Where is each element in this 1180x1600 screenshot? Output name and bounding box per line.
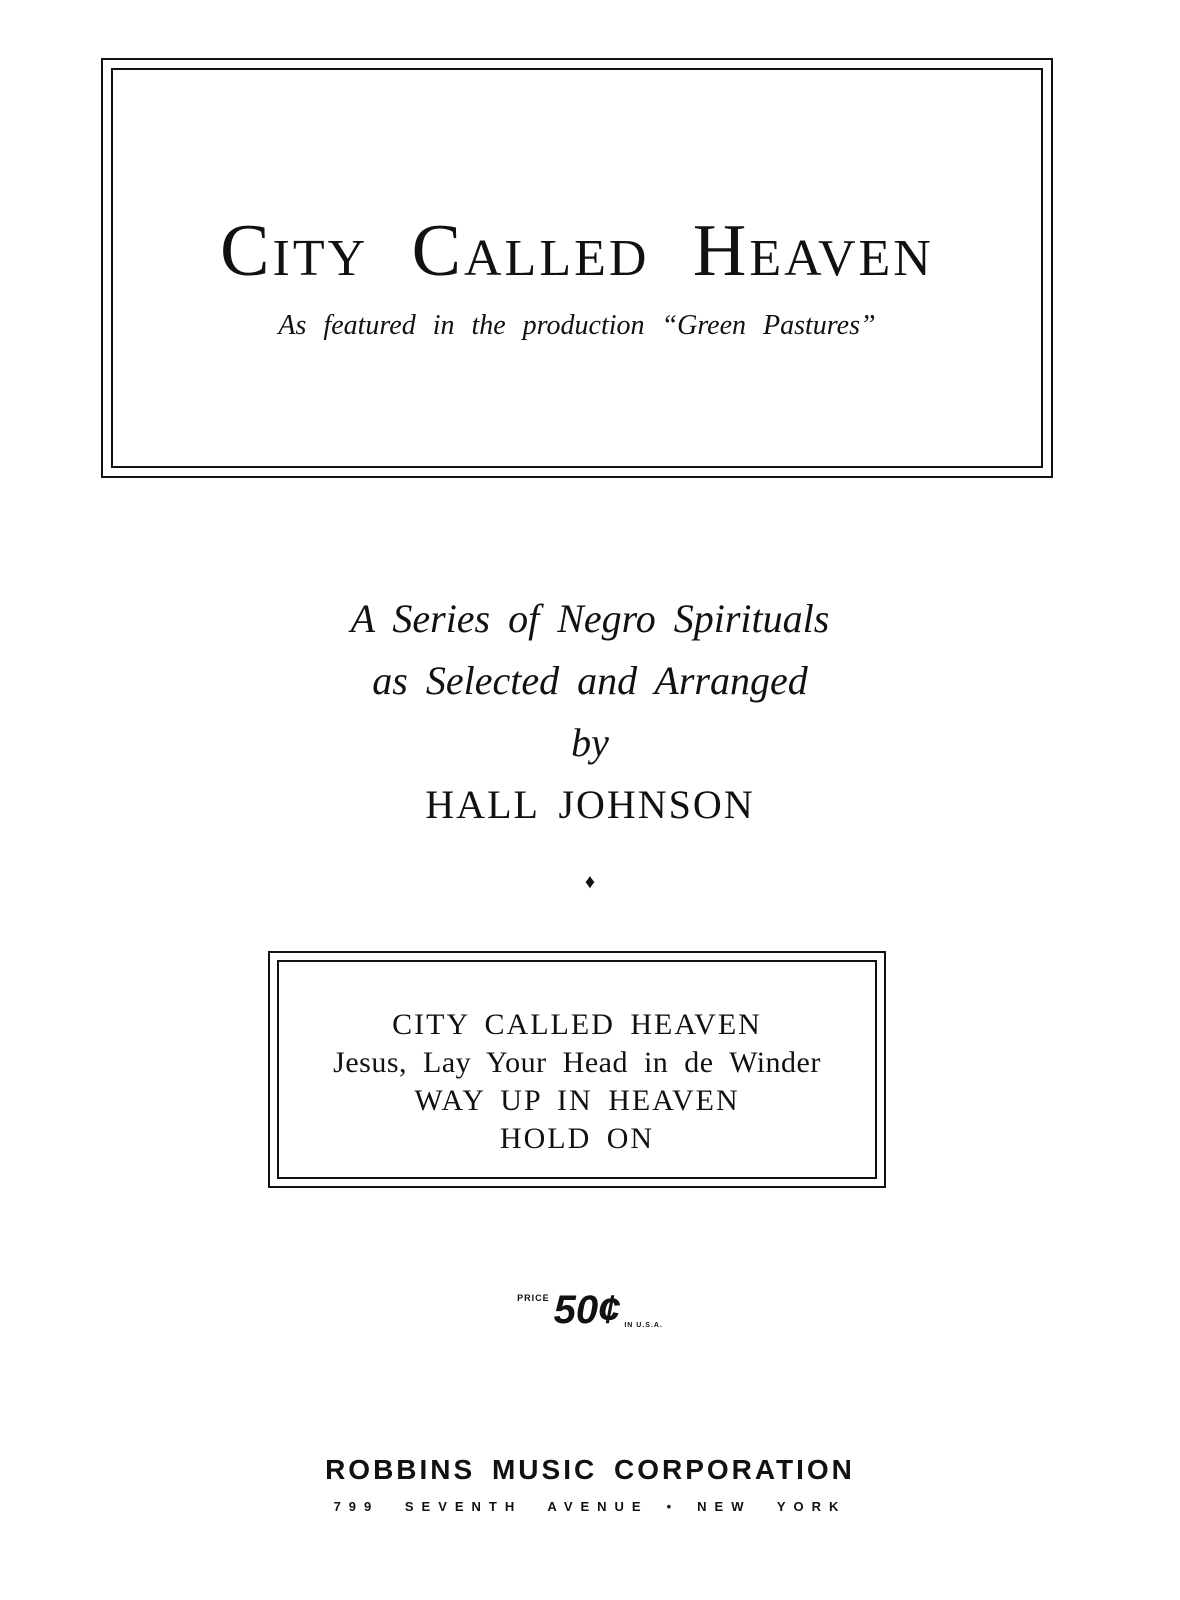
title-frame-inner-border bbox=[111, 68, 1043, 468]
title-frame bbox=[101, 58, 1053, 478]
publisher-street: 799 SEVENTH AVENUE bbox=[333, 1499, 649, 1514]
contents-frame-inner-border bbox=[277, 960, 877, 1179]
publisher-name: ROBBINS MUSIC CORPORATION bbox=[325, 1454, 855, 1485]
publisher-address bbox=[0, 1500, 1180, 1513]
song-item: WAY UP IN HEAVEN bbox=[414, 1084, 740, 1117]
price-tag bbox=[0, 1288, 1180, 1333]
song-item: HOLD ON bbox=[499, 1122, 655, 1155]
page-subtitle: As featured in the production “Green Pastures” bbox=[278, 310, 876, 341]
song-list bbox=[279, 1006, 875, 1158]
contents-frame bbox=[268, 951, 886, 1188]
price-label: PRICE bbox=[517, 1293, 550, 1303]
song-item: Jesus, Lay Your Head in de Winder bbox=[333, 1046, 821, 1079]
page-title: City Called Heaven bbox=[220, 210, 934, 292]
series-description bbox=[0, 588, 1180, 836]
series-line-1: A Series of Negro Spirituals bbox=[350, 596, 830, 641]
price-note: IN U.S.A. bbox=[624, 1322, 663, 1329]
series-line-by: by bbox=[571, 720, 609, 765]
arranger-name: HALL JOHNSON bbox=[425, 782, 755, 827]
price-amount: 50¢ bbox=[553, 1288, 621, 1332]
address-separator: • bbox=[666, 1499, 680, 1514]
diamond-ornament-icon: ♦ bbox=[584, 871, 596, 893]
publisher-city: NEW YORK bbox=[697, 1499, 847, 1514]
song-item: CITY CALLED HEAVEN bbox=[392, 1008, 762, 1041]
series-line-2: as Selected and Arranged bbox=[372, 658, 808, 703]
